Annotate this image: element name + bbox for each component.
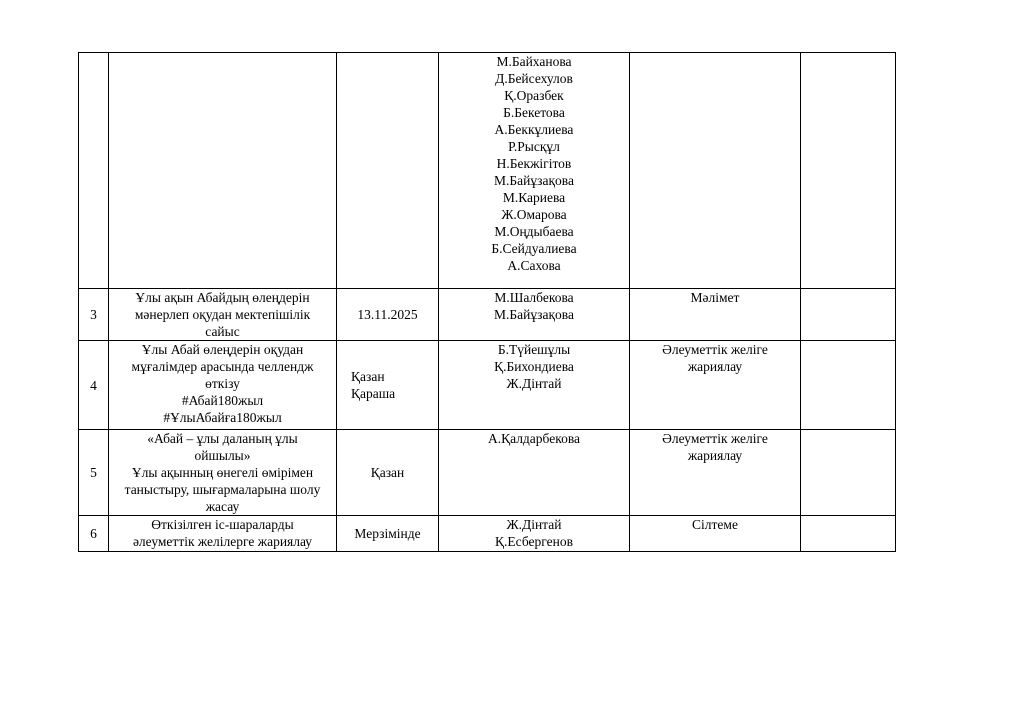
person-name: Б.Бекетова (503, 105, 565, 120)
person-name: Қ.Оразбек (504, 88, 564, 103)
person-name: Р.Рысқұл (508, 139, 560, 154)
event-text: Өткізілген іс-шараларды (151, 517, 294, 532)
cell-num: 3 (79, 289, 109, 341)
person-name: Қ.Бихондиева (494, 359, 574, 374)
person-name: Ж.Омарова (501, 207, 567, 222)
cell-date (337, 53, 439, 289)
cell-date (337, 341, 439, 430)
event-text: ойшылы» (194, 448, 251, 463)
event-text: жасау (205, 499, 240, 514)
cell-date (337, 516, 439, 552)
table-row-continued (79, 53, 896, 289)
cell-num (79, 53, 109, 289)
event-text: сайыс (205, 324, 240, 339)
event-plan-table (78, 52, 896, 552)
cell-note (801, 53, 896, 289)
cell-form (630, 341, 801, 430)
person-name: А.Беккұлиева (494, 122, 574, 137)
cell-num: 4 (79, 341, 109, 430)
person-name: Ж.Дінтай (506, 517, 562, 532)
event-text: #ҰлыАбайға180жыл (163, 410, 282, 425)
cell-num: 5 (79, 430, 109, 516)
cell-event (109, 289, 337, 341)
cell-date (337, 430, 439, 516)
cell-note (801, 341, 896, 430)
cell-people (439, 430, 630, 516)
cell-note (801, 430, 896, 516)
event-text: өткізу (205, 376, 240, 391)
cell-form (630, 53, 801, 289)
table-row (79, 341, 896, 430)
form-text: Әлеуметтік желіге (662, 431, 768, 446)
date-text: Мерзімінде (354, 526, 421, 541)
event-text: Ұлы ақынның өнегелі өмірімен (131, 465, 314, 480)
cell-num: 6 (79, 516, 109, 552)
form-text: Сілтеме (692, 517, 738, 532)
date-text: 13.11.2025 (357, 307, 418, 322)
cell-note (801, 516, 896, 552)
person-name: Б.Сейдуалиева (491, 241, 577, 256)
event-text: Ұлы Абай өлеңдерін оқудан (141, 342, 304, 357)
person-name: М.Шалбекова (494, 290, 574, 305)
cell-people (439, 516, 630, 552)
person-name: А.Қалдарбекова (487, 431, 581, 446)
cell-people (439, 289, 630, 341)
person-name: Н.Бекжігітов (496, 156, 572, 171)
form-text: жариялау (687, 448, 743, 463)
event-text: «Абай – ұлы даланың ұлы (147, 431, 298, 446)
form-text: Әлеуметтік желіге (662, 342, 768, 357)
person-name: М.Байханова (496, 54, 572, 69)
cell-event (109, 430, 337, 516)
cell-event (109, 341, 337, 430)
event-text: мұғалімдер арасында челлендж (131, 359, 314, 374)
person-name: Ж.Дінтай (506, 376, 562, 391)
event-text: #Абай180жыл (181, 393, 264, 408)
table-row (79, 516, 896, 552)
cell-form (630, 516, 801, 552)
person-name: Қ.Есбергенов (495, 534, 573, 549)
table-row (79, 430, 896, 516)
person-name: Б.Түйешұлы (497, 342, 571, 357)
person-name: М.Байұзақова (494, 173, 574, 188)
event-text: мәнерлеп оқудан мектепішілік (134, 307, 311, 322)
date-text: Қараша (351, 386, 396, 401)
cell-event (109, 516, 337, 552)
cell-note (801, 289, 896, 341)
cell-date (337, 289, 439, 341)
cell-form (630, 430, 801, 516)
event-text: әлеуметтік желілерге жариялау (132, 534, 313, 549)
date-text: Қазан (370, 465, 405, 480)
person-name: Д.Бейсехулов (495, 71, 573, 86)
cell-people (439, 53, 630, 289)
cell-form (630, 289, 801, 341)
person-name: М.Байұзақова (494, 307, 574, 322)
date-text: Қазан (351, 369, 385, 384)
form-text: Мәлімет (690, 290, 740, 305)
event-text: таныстыру, шығармаларына шолу (124, 482, 321, 497)
cell-event (109, 53, 337, 289)
person-name: М.Кариева (502, 190, 566, 205)
event-text: Ұлы ақын Абайдың өлеңдерін (135, 290, 310, 305)
cell-people (439, 341, 630, 430)
form-text: жариялау (687, 359, 743, 374)
person-name: М.Оңдыбаева (494, 224, 574, 239)
table-row (79, 289, 896, 341)
person-name: А.Сахова (507, 258, 561, 273)
